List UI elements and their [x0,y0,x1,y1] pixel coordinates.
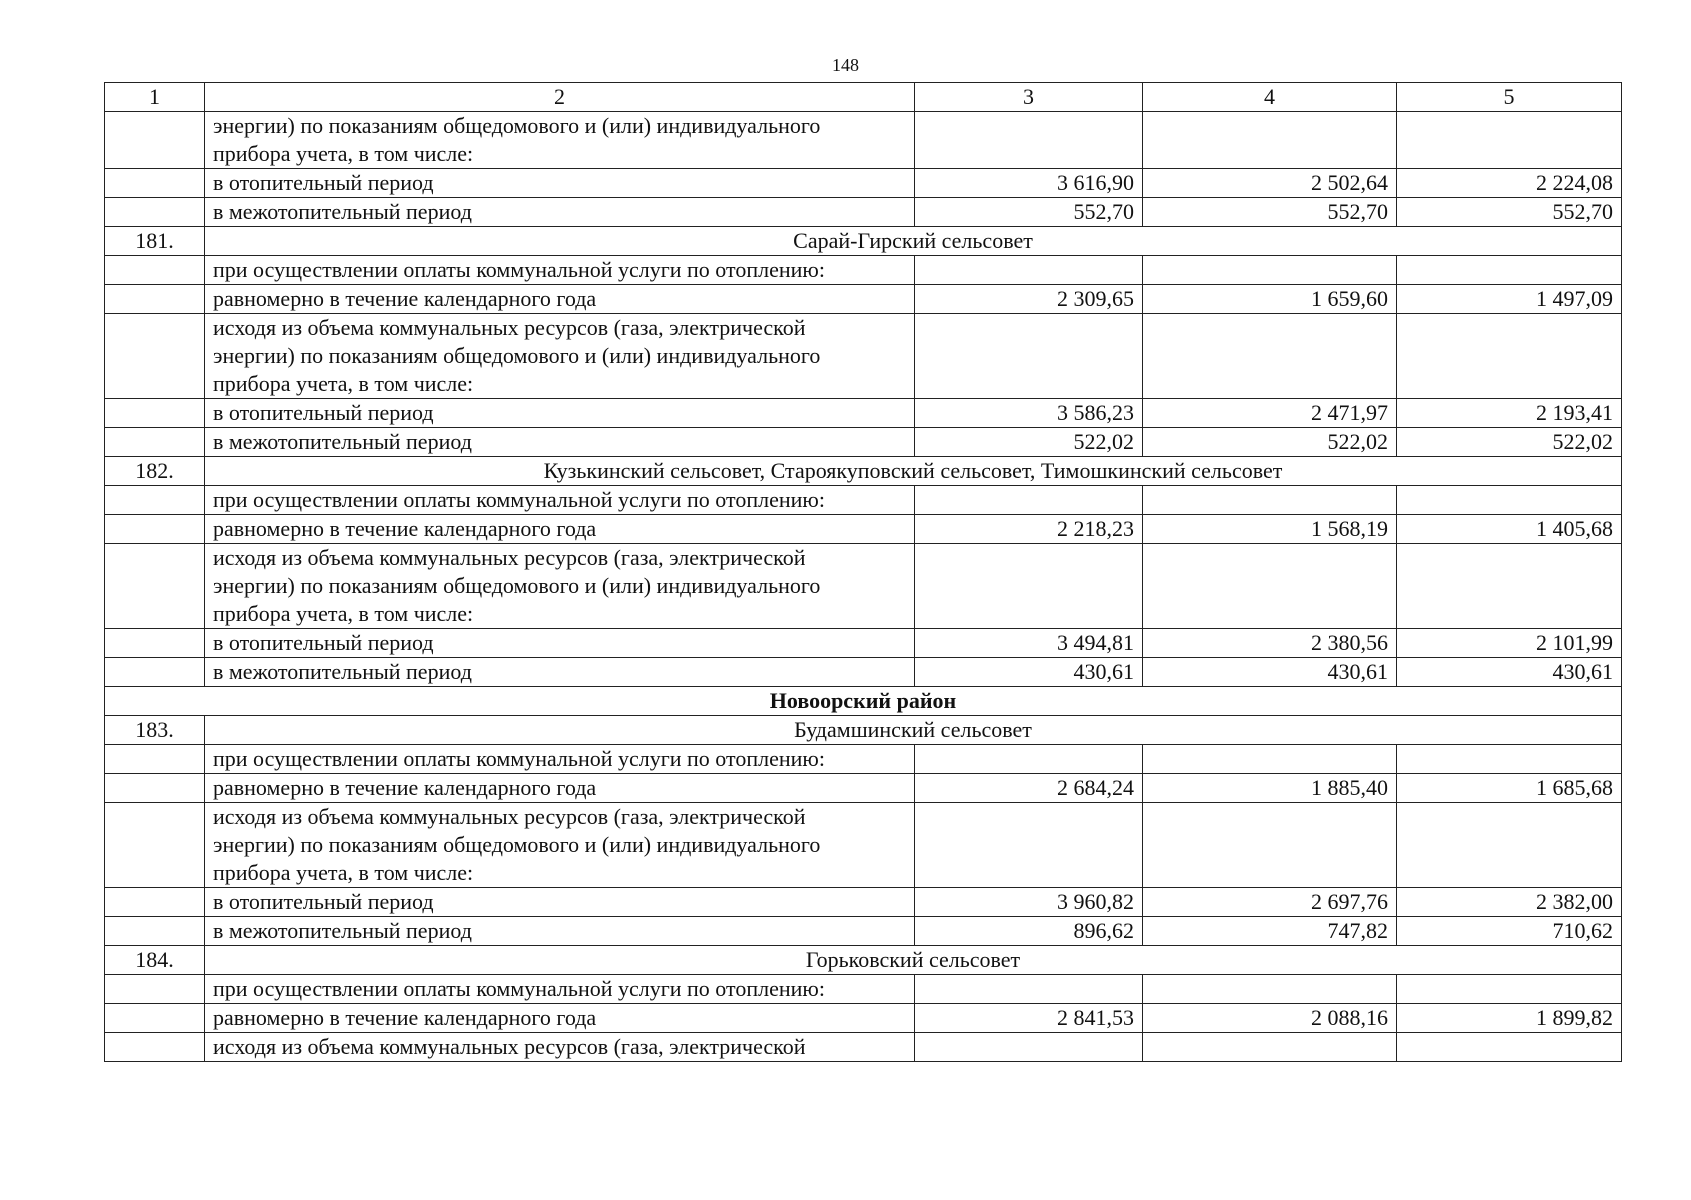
value-cell-v5 [1397,1033,1622,1062]
section-row [105,716,1622,745]
value-cell-v4: 2 502,64 [1143,169,1397,198]
row-description [205,285,915,314]
section-title: Сарай-Гирский сельсовет [205,227,1622,256]
description-line: в межотопительный период [213,659,472,684]
row-number [105,917,205,946]
row-number [105,198,205,227]
value-cell-v3: 896,62 [915,917,1143,946]
value-cell-v5: 1 899,82 [1397,1004,1622,1033]
value-cell-v5: 2 101,99 [1397,629,1622,658]
value-cell-v5: 2 382,00 [1397,888,1622,917]
value-cell-v4: 552,70 [1143,198,1397,227]
value-cell-v4 [1143,486,1397,515]
row-number [105,256,205,285]
table-row [105,544,1622,629]
value-cell-v3: 3 494,81 [915,629,1143,658]
row-number [105,888,205,917]
row-number: 184. [105,946,205,975]
section-title: Кузькинский сельсовет, Староякуповский сельсовет, Тимошкинский сельсовет [205,457,1622,486]
row-description [205,544,915,629]
value-cell-v4 [1143,1033,1397,1062]
description-line: в межотопительный период [213,918,472,943]
row-number [105,428,205,457]
value-cell-v3: 3 616,90 [915,169,1143,198]
description-line: прибора учета, в том числе: [213,141,474,166]
description-line: в отопительный период [213,170,434,195]
row-description [205,198,915,227]
table-row [105,917,1622,946]
value-cell-v4: 430,61 [1143,658,1397,687]
value-cell-v5 [1397,975,1622,1004]
row-number [105,1004,205,1033]
value-cell-v3: 3 960,82 [915,888,1143,917]
row-description [205,256,915,285]
row-number [105,1033,205,1062]
description-line: энергии) по показаниям общедомового и (или) индивидуального [213,573,821,598]
value-cell-v3 [915,112,1143,169]
table-row [105,285,1622,314]
table-row [105,629,1622,658]
section-row [105,227,1622,256]
description-line: при осуществлении оплаты коммунальной услуги по отоплению: [213,487,825,512]
description-line: прибора учета, в том числе: [213,601,474,626]
value-cell-v5 [1397,544,1622,629]
value-cell-v5 [1397,745,1622,774]
description-line: равномерно в течение календарного года [213,516,597,541]
value-cell-v5 [1397,314,1622,399]
district-title: Новоорский район [105,687,1622,716]
description-line: исходя из объема коммунальных ресурсов (газа, электрической [213,545,806,570]
value-cell-v3 [915,314,1143,399]
row-number [105,544,205,629]
row-number [105,774,205,803]
description-line: в межотопительный период [213,429,472,454]
row-description [205,629,915,658]
value-cell-v3 [915,975,1143,1004]
row-description [205,745,915,774]
column-header: 3 [915,83,1143,112]
value-cell-v4: 2 697,76 [1143,888,1397,917]
value-cell-v4 [1143,256,1397,285]
value-cell-v4: 1 659,60 [1143,285,1397,314]
page-number: 148 [832,55,859,75]
value-cell-v5: 1 497,09 [1397,285,1622,314]
row-description [205,515,915,544]
table-row [105,515,1622,544]
table-row [105,112,1622,169]
value-cell-v3: 2 309,65 [915,285,1143,314]
tariff-table [104,82,1622,1062]
row-number [105,975,205,1004]
value-cell-v3: 2 684,24 [915,774,1143,803]
row-description [205,428,915,457]
row-description [205,917,915,946]
column-header: 4 [1143,83,1397,112]
section-title: Будамшинский сельсовет [205,716,1622,745]
value-cell-v3 [915,544,1143,629]
value-cell-v4: 1 568,19 [1143,515,1397,544]
row-number: 181. [105,227,205,256]
description-line: при осуществлении оплаты коммунальной услуги по отоплению: [213,257,825,282]
table-row [105,658,1622,687]
row-description [205,486,915,515]
table-row [105,975,1622,1004]
value-cell-v3: 2 841,53 [915,1004,1143,1033]
description-line: исходя из объема коммунальных ресурсов (газа, электрической [213,315,806,340]
table-row [105,486,1622,515]
description-line: равномерно в течение календарного года [213,775,597,800]
row-number [105,745,205,774]
district-row [105,687,1622,716]
column-header: 1 [105,83,205,112]
value-cell-v3: 3 586,23 [915,399,1143,428]
section-row [105,457,1622,486]
description-line: равномерно в течение календарного года [213,1005,597,1030]
value-cell-v5: 1 685,68 [1397,774,1622,803]
value-cell-v4: 1 885,40 [1143,774,1397,803]
row-number [105,803,205,888]
description-line: прибора учета, в том числе: [213,371,474,396]
value-cell-v4: 522,02 [1143,428,1397,457]
table-row [105,1033,1622,1062]
value-cell-v5: 2 193,41 [1397,399,1622,428]
description-line: энергии) по показаниям общедомового и (или) индивидуального [213,832,821,857]
value-cell-v4: 2 471,97 [1143,399,1397,428]
value-cell-v5 [1397,486,1622,515]
value-cell-v3: 522,02 [915,428,1143,457]
value-cell-v4 [1143,544,1397,629]
section-title: Горьковский сельсовет [205,946,1622,975]
table-row [105,399,1622,428]
value-cell-v5: 522,02 [1397,428,1622,457]
value-cell-v4: 747,82 [1143,917,1397,946]
description-line: исходя из объема коммунальных ресурсов (газа, электрической [213,1034,806,1059]
value-cell-v5: 1 405,68 [1397,515,1622,544]
value-cell-v4: 2 380,56 [1143,629,1397,658]
value-cell-v3 [915,745,1143,774]
row-description [205,112,915,169]
row-description [205,1004,915,1033]
value-cell-v3 [915,1033,1143,1062]
value-cell-v4: 2 088,16 [1143,1004,1397,1033]
value-cell-v5: 430,61 [1397,658,1622,687]
row-number [105,169,205,198]
description-line: энергии) по показаниям общедомового и (или) индивидуального [213,113,821,138]
value-cell-v3 [915,486,1143,515]
description-line: в отопительный период [213,630,434,655]
row-description [205,975,915,1004]
value-cell-v3 [915,256,1143,285]
value-cell-v5 [1397,256,1622,285]
row-number [105,399,205,428]
value-cell-v4 [1143,314,1397,399]
row-number [105,112,205,169]
row-number [105,515,205,544]
row-description [205,169,915,198]
value-cell-v5 [1397,112,1622,169]
table-row [105,888,1622,917]
column-header: 2 [205,83,915,112]
value-cell-v4 [1143,745,1397,774]
value-cell-v4 [1143,975,1397,1004]
row-number [105,658,205,687]
table-row [105,745,1622,774]
description-line: исходя из объема коммунальных ресурсов (газа, электрической [213,804,806,829]
value-cell-v4 [1143,112,1397,169]
table-row [105,428,1622,457]
table-row [105,774,1622,803]
description-line: равномерно в течение календарного года [213,286,597,311]
description-line: при осуществлении оплаты коммунальной услуги по отоплению: [213,976,825,1001]
value-cell-v4 [1143,803,1397,888]
value-cell-v5: 710,62 [1397,917,1622,946]
value-cell-v3: 552,70 [915,198,1143,227]
table-row [105,169,1622,198]
row-description [205,803,915,888]
column-header-row [105,83,1622,112]
row-number [105,486,205,515]
value-cell-v3: 430,61 [915,658,1143,687]
row-description [205,774,915,803]
description-line: в отопительный период [213,889,434,914]
row-description [205,399,915,428]
description-line: в отопительный период [213,400,434,425]
description-line: энергии) по показаниям общедомового и (или) индивидуального [213,343,821,368]
row-description [205,314,915,399]
row-description [205,1033,915,1062]
value-cell-v3: 2 218,23 [915,515,1143,544]
description-line: в межотопительный период [213,199,472,224]
value-cell-v5 [1397,803,1622,888]
table-row [105,1004,1622,1033]
value-cell-v5: 2 224,08 [1397,169,1622,198]
value-cell-v3 [915,803,1143,888]
section-row [105,946,1622,975]
row-number [105,285,205,314]
table-row [105,198,1622,227]
row-description [205,658,915,687]
table-row [105,803,1622,888]
description-line: при осуществлении оплаты коммунальной услуги по отоплению: [213,746,825,771]
row-number: 183. [105,716,205,745]
column-header: 5 [1397,83,1622,112]
table-row [105,314,1622,399]
description-line: прибора учета, в том числе: [213,860,474,885]
row-number: 182. [105,457,205,486]
table-row [105,256,1622,285]
value-cell-v5: 552,70 [1397,198,1622,227]
row-number [105,314,205,399]
row-description [205,888,915,917]
row-number [105,629,205,658]
